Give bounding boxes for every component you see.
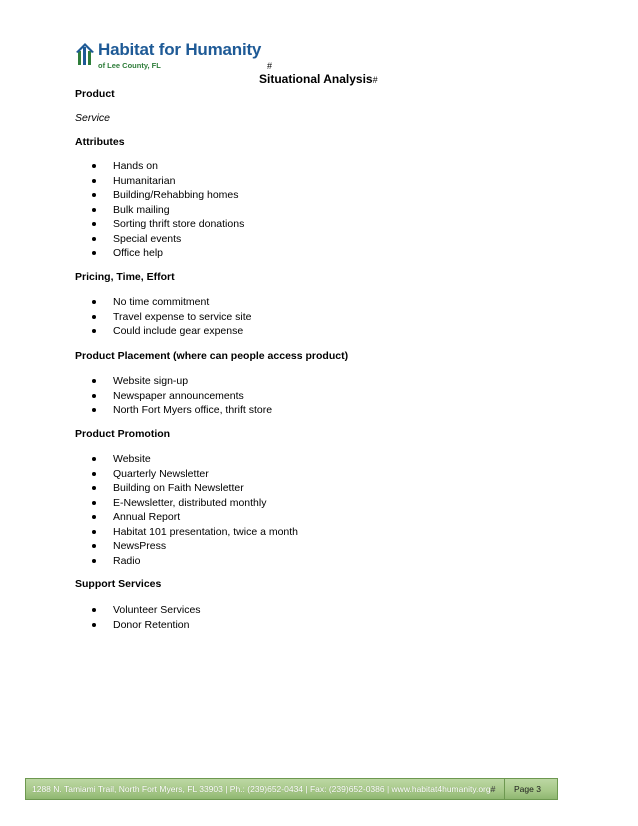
list-item: Volunteer Services	[92, 603, 201, 618]
pricing-list	[92, 295, 252, 339]
page-number: Page 3	[514, 784, 541, 794]
page-title	[259, 72, 378, 86]
list-item: North Fort Myers office, thrift store	[92, 403, 272, 418]
list-item: Habitat 101 presentation, twice a month	[92, 525, 298, 540]
list-item: Could include gear expense	[92, 324, 252, 339]
list-item: Newspaper announcements	[92, 389, 272, 404]
footer-address-text: 1288 N. Tamiami Trail, North Fort Myers, FL 33903 | Ph.: (239)652-0434 | Fax: (239)652-0386 | www.habitat4humanity.org	[32, 784, 491, 794]
list-item: Humanitarian	[92, 174, 244, 189]
page-title-text: Situational Analysis	[259, 72, 373, 86]
page-footer	[25, 778, 558, 800]
footer-divider	[504, 779, 505, 799]
list-item: Hands on	[92, 159, 244, 174]
list-item: Special events	[92, 232, 244, 247]
product-value: Service	[75, 112, 111, 124]
attributes-list	[92, 159, 244, 261]
house-logo-icon	[76, 42, 96, 66]
habitat-logo	[76, 40, 276, 76]
footer-address	[32, 784, 495, 794]
list-item: Website	[92, 452, 298, 467]
attributes-heading: Attributes	[75, 136, 125, 148]
product-heading: Product	[75, 88, 115, 100]
list-item: Sorting thrift store donations	[92, 217, 244, 232]
promotion-list	[92, 452, 298, 568]
list-item: Radio	[92, 554, 298, 569]
placement-heading: Product Placement (where can people access product)	[75, 350, 349, 362]
list-item: Quarterly Newsletter	[92, 467, 298, 482]
placement-list	[92, 374, 272, 418]
pricing-heading: Pricing, Time, Effort	[75, 271, 175, 283]
list-item: Office help	[92, 246, 244, 261]
list-item: Building/Rehabbing homes	[92, 188, 244, 203]
header-marker: #	[267, 61, 273, 71]
promotion-heading: Product Promotion	[75, 428, 171, 440]
list-item: Annual Report	[92, 510, 298, 525]
list-item: Travel expense to service site	[92, 310, 252, 325]
support-list	[92, 603, 201, 632]
footer-marker: #	[490, 784, 496, 794]
list-item: Building on Faith Newsletter	[92, 481, 298, 496]
list-item: E-Newsletter, distributed monthly	[92, 496, 298, 511]
logo-subtitle: of Lee County, FL	[98, 61, 161, 70]
list-item: Website sign-up	[92, 374, 272, 389]
list-item: Bulk mailing	[92, 203, 244, 218]
list-item: Donor Retention	[92, 618, 201, 633]
page-title-marker: #	[372, 75, 378, 85]
list-item: No time commitment	[92, 295, 252, 310]
list-item: NewsPress	[92, 539, 298, 554]
logo-name: Habitat for Humanity	[98, 40, 262, 59]
support-heading: Support Services	[75, 578, 162, 590]
